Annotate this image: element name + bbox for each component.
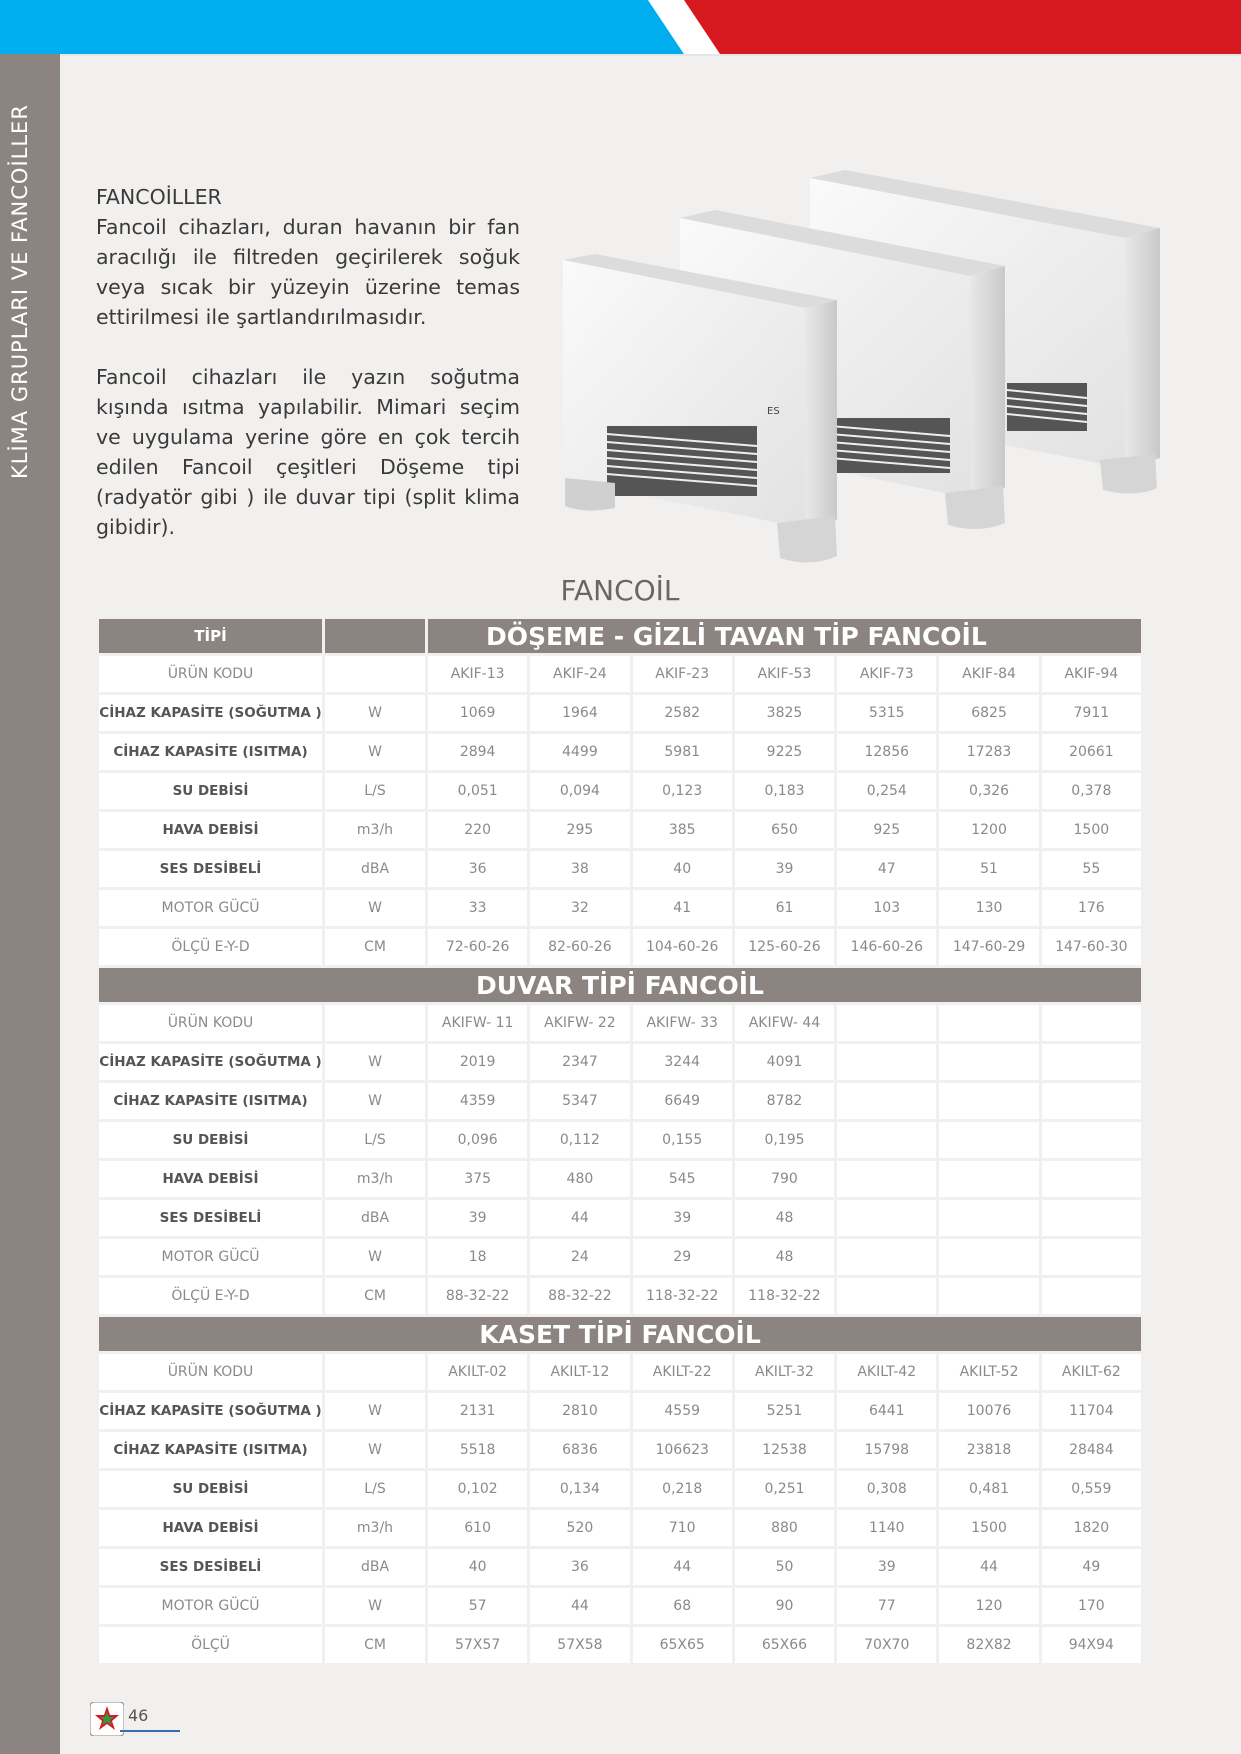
- value-cell: 70X70: [837, 1627, 936, 1663]
- section-header-row: [99, 619, 1141, 653]
- spec-table: [96, 616, 1144, 1666]
- table-row: [99, 890, 1141, 926]
- unit-cell: CM: [325, 1278, 425, 1314]
- row-label: SES DESİBELİ: [99, 1200, 322, 1236]
- section-title: KASET TİPİ FANCOİL: [99, 1317, 1141, 1351]
- value-cell: 12538: [735, 1432, 834, 1468]
- value-cell: 545: [633, 1161, 732, 1197]
- value-cell: 6836: [530, 1432, 629, 1468]
- product-code-cell: AKIF-23: [633, 656, 732, 692]
- table-row: [99, 1588, 1141, 1624]
- table-row: [99, 695, 1141, 731]
- product-code-cell: AKILT-62: [1042, 1354, 1141, 1390]
- value-cell: [1042, 1044, 1141, 1080]
- value-cell: 17283: [939, 734, 1038, 770]
- value-cell: 146-60-26: [837, 929, 936, 965]
- value-cell: 0,094: [530, 773, 629, 809]
- row-label: ÖLÇÜ E-Y-D: [99, 929, 322, 965]
- value-cell: [939, 1239, 1038, 1275]
- value-cell: [1042, 1239, 1141, 1275]
- value-cell: 1200: [939, 812, 1038, 848]
- sidebar-title: KLİMA GRUPLARI VE FANCOİLLER: [8, 104, 32, 479]
- value-cell: 147-60-30: [1042, 929, 1141, 965]
- value-cell: 610: [428, 1510, 527, 1546]
- value-cell: 2894: [428, 734, 527, 770]
- value-cell: 65X65: [633, 1627, 732, 1663]
- unit-cell: W: [325, 1239, 425, 1275]
- section-header-row: [99, 968, 1141, 1002]
- intro-paragraph-1: Fancoil cihazları, duran havanın bir fan aracılığı ile filtreden geçirilerek soğuk veya sıcak bir yüzeyin üzerine temas ettirilmesi ile şartlandırılmasıdır.: [96, 215, 520, 329]
- value-cell: 0,155: [633, 1122, 732, 1158]
- value-cell: 1820: [1042, 1510, 1141, 1546]
- table-row: [99, 734, 1141, 770]
- value-cell: 6825: [939, 695, 1038, 731]
- value-cell: 57X57: [428, 1627, 527, 1663]
- value-cell: 61: [735, 890, 834, 926]
- intro-heading: FANCOİLLER: [96, 185, 222, 209]
- value-cell: 39: [837, 1549, 936, 1585]
- table-row: [99, 1549, 1141, 1585]
- value-cell: 103: [837, 890, 936, 926]
- unit-cell: W: [325, 1588, 425, 1624]
- unit-cell: [325, 1354, 425, 1390]
- value-cell: 88-32-22: [530, 1278, 629, 1314]
- value-cell: 1140: [837, 1510, 936, 1546]
- row-label: MOTOR GÜCÜ: [99, 890, 322, 926]
- value-cell: 0,254: [837, 773, 936, 809]
- value-cell: 11704: [1042, 1393, 1141, 1429]
- value-cell: 39: [735, 851, 834, 887]
- value-cell: 880: [735, 1510, 834, 1546]
- table-row: [99, 1083, 1141, 1119]
- sidebar: [0, 54, 60, 1754]
- value-cell: [837, 1044, 936, 1080]
- unit-cell: W: [325, 890, 425, 926]
- row-label: CİHAZ KAPASİTE (SOĞUTMA ): [99, 695, 322, 731]
- value-cell: 10076: [939, 1393, 1038, 1429]
- value-cell: [1042, 1083, 1141, 1119]
- table-row: [99, 1627, 1141, 1663]
- unit-cell: W: [325, 1083, 425, 1119]
- table-row: [99, 812, 1141, 848]
- row-label: ÖLÇÜ E-Y-D: [99, 1278, 322, 1314]
- row-label: CİHAZ KAPASİTE (ISITMA): [99, 734, 322, 770]
- value-cell: 925: [837, 812, 936, 848]
- value-cell: 120: [939, 1588, 1038, 1624]
- value-cell: 0,308: [837, 1471, 936, 1507]
- value-cell: 6649: [633, 1083, 732, 1119]
- page-number: 46: [128, 1706, 149, 1725]
- section-title-spacer: [325, 619, 425, 653]
- product-code-cell: AKILT-12: [530, 1354, 629, 1390]
- value-cell: 36: [530, 1549, 629, 1585]
- value-cell: 3825: [735, 695, 834, 731]
- value-cell: 90: [735, 1588, 834, 1624]
- value-cell: 55: [1042, 851, 1141, 887]
- value-cell: 36: [428, 851, 527, 887]
- value-cell: 4359: [428, 1083, 527, 1119]
- product-code-cell: AKIFW- 22: [530, 1005, 629, 1041]
- product-code-cell: AKIFW- 33: [633, 1005, 732, 1041]
- product-code-cell: [1042, 1005, 1141, 1041]
- value-cell: 0,051: [428, 773, 527, 809]
- value-cell: 0,218: [633, 1471, 732, 1507]
- row-label: HAVA DEBİSİ: [99, 812, 322, 848]
- unit-cell: W: [325, 1044, 425, 1080]
- table-row: [99, 851, 1141, 887]
- value-cell: [939, 1083, 1038, 1119]
- value-cell: 0,559: [1042, 1471, 1141, 1507]
- top-color-band: [0, 0, 1241, 54]
- product-code-cell: AKIF-13: [428, 656, 527, 692]
- value-cell: 480: [530, 1161, 629, 1197]
- value-cell: 49: [1042, 1549, 1141, 1585]
- value-cell: 24: [530, 1239, 629, 1275]
- value-cell: 220: [428, 812, 527, 848]
- unit-cell: dBA: [325, 1200, 425, 1236]
- unit-cell: W: [325, 1432, 425, 1468]
- value-cell: 0,183: [735, 773, 834, 809]
- value-cell: 32: [530, 890, 629, 926]
- product-code-row: [99, 1354, 1141, 1390]
- table-row: [99, 1278, 1141, 1314]
- unit-cell: CM: [325, 929, 425, 965]
- value-cell: 1069: [428, 695, 527, 731]
- unit-cell: m3/h: [325, 812, 425, 848]
- value-cell: 5315: [837, 695, 936, 731]
- table-row: [99, 1432, 1141, 1468]
- value-cell: 4091: [735, 1044, 834, 1080]
- row-label: ÖLÇÜ: [99, 1627, 322, 1663]
- value-cell: 8782: [735, 1083, 834, 1119]
- product-code-cell: AKIFW- 44: [735, 1005, 834, 1041]
- value-cell: 9225: [735, 734, 834, 770]
- row-label: MOTOR GÜCÜ: [99, 1239, 322, 1275]
- value-cell: [939, 1200, 1038, 1236]
- value-cell: 0,102: [428, 1471, 527, 1507]
- value-cell: 44: [939, 1549, 1038, 1585]
- value-cell: 6441: [837, 1393, 936, 1429]
- intro-text: [96, 182, 520, 542]
- row-label: CİHAZ KAPASİTE (SOĞUTMA ): [99, 1044, 322, 1080]
- value-cell: 72-60-26: [428, 929, 527, 965]
- intro-paragraph-2: Fancoil cihazları ile yazın soğutma kışında ısıtma yapılabilir. Mimari seçim ve uygulama yerine göre en çok tercih edilen Fancoil çeşitleri Döşeme tipi (radyatör gibi ) ile duvar tipi (split klima gibidir).: [96, 365, 520, 539]
- value-cell: [837, 1278, 936, 1314]
- value-cell: 4499: [530, 734, 629, 770]
- value-cell: 0,251: [735, 1471, 834, 1507]
- value-cell: 106623: [633, 1432, 732, 1468]
- section-title: DÖŞEME - GİZLİ TAVAN TİP FANCOİL: [428, 619, 1141, 653]
- value-cell: [1042, 1161, 1141, 1197]
- section-header-row: [99, 1317, 1141, 1351]
- value-cell: 23818: [939, 1432, 1038, 1468]
- product-code-row: [99, 1005, 1141, 1041]
- value-cell: 147-60-29: [939, 929, 1038, 965]
- table-row: [99, 1393, 1141, 1429]
- product-code-cell: AKIF-84: [939, 656, 1038, 692]
- value-cell: 790: [735, 1161, 834, 1197]
- unit-cell: L/S: [325, 1122, 425, 1158]
- value-cell: 40: [428, 1549, 527, 1585]
- value-cell: 0,378: [1042, 773, 1141, 809]
- value-cell: 82X82: [939, 1627, 1038, 1663]
- value-cell: 38: [530, 851, 629, 887]
- value-cell: 57: [428, 1588, 527, 1624]
- row-label: HAVA DEBİSİ: [99, 1510, 322, 1546]
- row-label: CİHAZ KAPASİTE (ISITMA): [99, 1432, 322, 1468]
- fancoil-product-image: [555, 168, 1165, 568]
- value-cell: 20661: [1042, 734, 1141, 770]
- value-cell: 68: [633, 1588, 732, 1624]
- value-cell: 0,481: [939, 1471, 1038, 1507]
- value-cell: 33: [428, 890, 527, 926]
- unit-cell: CM: [325, 1627, 425, 1663]
- value-cell: 44: [530, 1588, 629, 1624]
- unit-cell: m3/h: [325, 1510, 425, 1546]
- value-cell: 2347: [530, 1044, 629, 1080]
- product-code-cell: AKILT-32: [735, 1354, 834, 1390]
- value-cell: 118-32-22: [633, 1278, 732, 1314]
- value-cell: [837, 1200, 936, 1236]
- value-cell: 65X66: [735, 1627, 834, 1663]
- value-cell: [837, 1161, 936, 1197]
- value-cell: 170: [1042, 1588, 1141, 1624]
- row-label: SU DEBİSİ: [99, 1122, 322, 1158]
- value-cell: 44: [633, 1549, 732, 1585]
- product-badge: ES: [767, 406, 780, 417]
- value-cell: 28484: [1042, 1432, 1141, 1468]
- value-cell: 51: [939, 851, 1038, 887]
- row-label: ÜRÜN KODU: [99, 656, 322, 692]
- row-label: SU DEBİSİ: [99, 1471, 322, 1507]
- product-code-cell: AKILT-22: [633, 1354, 732, 1390]
- unit-cell: W: [325, 695, 425, 731]
- value-cell: 0,326: [939, 773, 1038, 809]
- table-row: [99, 773, 1141, 809]
- value-cell: 88-32-22: [428, 1278, 527, 1314]
- value-cell: 48: [735, 1200, 834, 1236]
- unit-cell: W: [325, 1393, 425, 1429]
- value-cell: 3244: [633, 1044, 732, 1080]
- table-row: [99, 1044, 1141, 1080]
- unit-cell: m3/h: [325, 1161, 425, 1197]
- row-label: SES DESİBELİ: [99, 851, 322, 887]
- footer-rule: [120, 1730, 180, 1732]
- table-row: [99, 1510, 1141, 1546]
- product-code-cell: AKIF-24: [530, 656, 629, 692]
- product-code-cell: AKIFW- 11: [428, 1005, 527, 1041]
- value-cell: 0,195: [735, 1122, 834, 1158]
- value-cell: 0,123: [633, 773, 732, 809]
- row-label: CİHAZ KAPASİTE (SOĞUTMA ): [99, 1393, 322, 1429]
- row-label: ÜRÜN KODU: [99, 1354, 322, 1390]
- value-cell: [939, 1161, 1038, 1197]
- product-code-row: [99, 656, 1141, 692]
- tipi-label: TİPİ: [99, 619, 322, 653]
- value-cell: 1500: [1042, 812, 1141, 848]
- product-code-cell: AKIF-73: [837, 656, 936, 692]
- value-cell: [939, 1122, 1038, 1158]
- value-cell: 50: [735, 1549, 834, 1585]
- product-code-cell: AKILT-02: [428, 1354, 527, 1390]
- value-cell: 295: [530, 812, 629, 848]
- company-logo-icon: [90, 1702, 124, 1736]
- unit-cell: L/S: [325, 773, 425, 809]
- value-cell: 39: [428, 1200, 527, 1236]
- unit-cell: [325, 656, 425, 692]
- value-cell: 650: [735, 812, 834, 848]
- unit-cell: L/S: [325, 1471, 425, 1507]
- value-cell: 39: [633, 1200, 732, 1236]
- value-cell: 4559: [633, 1393, 732, 1429]
- table-row: [99, 1161, 1141, 1197]
- value-cell: [837, 1122, 936, 1158]
- value-cell: 125-60-26: [735, 929, 834, 965]
- value-cell: 130: [939, 890, 1038, 926]
- value-cell: 710: [633, 1510, 732, 1546]
- unit-cell: dBA: [325, 851, 425, 887]
- row-label: MOTOR GÜCÜ: [99, 1588, 322, 1624]
- value-cell: [1042, 1278, 1141, 1314]
- value-cell: 7911: [1042, 695, 1141, 731]
- value-cell: 2019: [428, 1044, 527, 1080]
- unit-cell: dBA: [325, 1549, 425, 1585]
- value-cell: 15798: [837, 1432, 936, 1468]
- header-rule: [60, 54, 1241, 56]
- value-cell: 5251: [735, 1393, 834, 1429]
- value-cell: 2810: [530, 1393, 629, 1429]
- value-cell: 41: [633, 890, 732, 926]
- product-code-cell: AKIF-53: [735, 656, 834, 692]
- product-code-cell: [939, 1005, 1038, 1041]
- product-code-cell: [837, 1005, 936, 1041]
- value-cell: [939, 1278, 1038, 1314]
- value-cell: 57X58: [530, 1627, 629, 1663]
- value-cell: 44: [530, 1200, 629, 1236]
- table-row: [99, 1200, 1141, 1236]
- value-cell: 29: [633, 1239, 732, 1275]
- row-label: HAVA DEBİSİ: [99, 1161, 322, 1197]
- row-label: SES DESİBELİ: [99, 1549, 322, 1585]
- value-cell: 18: [428, 1239, 527, 1275]
- value-cell: 1964: [530, 695, 629, 731]
- value-cell: [1042, 1200, 1141, 1236]
- value-cell: 94X94: [1042, 1627, 1141, 1663]
- value-cell: 104-60-26: [633, 929, 732, 965]
- table-row: [99, 1471, 1141, 1507]
- value-cell: 5981: [633, 734, 732, 770]
- product-code-cell: AKILT-52: [939, 1354, 1038, 1390]
- unit-cell: W: [325, 734, 425, 770]
- value-cell: 82-60-26: [530, 929, 629, 965]
- value-cell: [1042, 1122, 1141, 1158]
- value-cell: 520: [530, 1510, 629, 1546]
- row-label: ÜRÜN KODU: [99, 1005, 322, 1041]
- table-title: FANCOİL: [560, 574, 680, 607]
- value-cell: 0,134: [530, 1471, 629, 1507]
- value-cell: 5518: [428, 1432, 527, 1468]
- value-cell: 47: [837, 851, 936, 887]
- table-row: [99, 1239, 1141, 1275]
- value-cell: 176: [1042, 890, 1141, 926]
- product-code-cell: AKIF-94: [1042, 656, 1141, 692]
- section-title: DUVAR TİPİ FANCOİL: [99, 968, 1141, 1002]
- table-row: [99, 929, 1141, 965]
- value-cell: 2131: [428, 1393, 527, 1429]
- value-cell: 40: [633, 851, 732, 887]
- value-cell: 12856: [837, 734, 936, 770]
- value-cell: [837, 1239, 936, 1275]
- value-cell: 0,096: [428, 1122, 527, 1158]
- value-cell: [939, 1044, 1038, 1080]
- row-label: SU DEBİSİ: [99, 773, 322, 809]
- value-cell: 77: [837, 1588, 936, 1624]
- value-cell: 0,112: [530, 1122, 629, 1158]
- table-row: [99, 1122, 1141, 1158]
- value-cell: 48: [735, 1239, 834, 1275]
- value-cell: 2582: [633, 695, 732, 731]
- value-cell: 385: [633, 812, 732, 848]
- product-code-cell: AKILT-42: [837, 1354, 936, 1390]
- unit-cell: [325, 1005, 425, 1041]
- value-cell: 118-32-22: [735, 1278, 834, 1314]
- value-cell: 5347: [530, 1083, 629, 1119]
- value-cell: 1500: [939, 1510, 1038, 1546]
- value-cell: 375: [428, 1161, 527, 1197]
- value-cell: [837, 1083, 936, 1119]
- row-label: CİHAZ KAPASİTE (ISITMA): [99, 1083, 322, 1119]
